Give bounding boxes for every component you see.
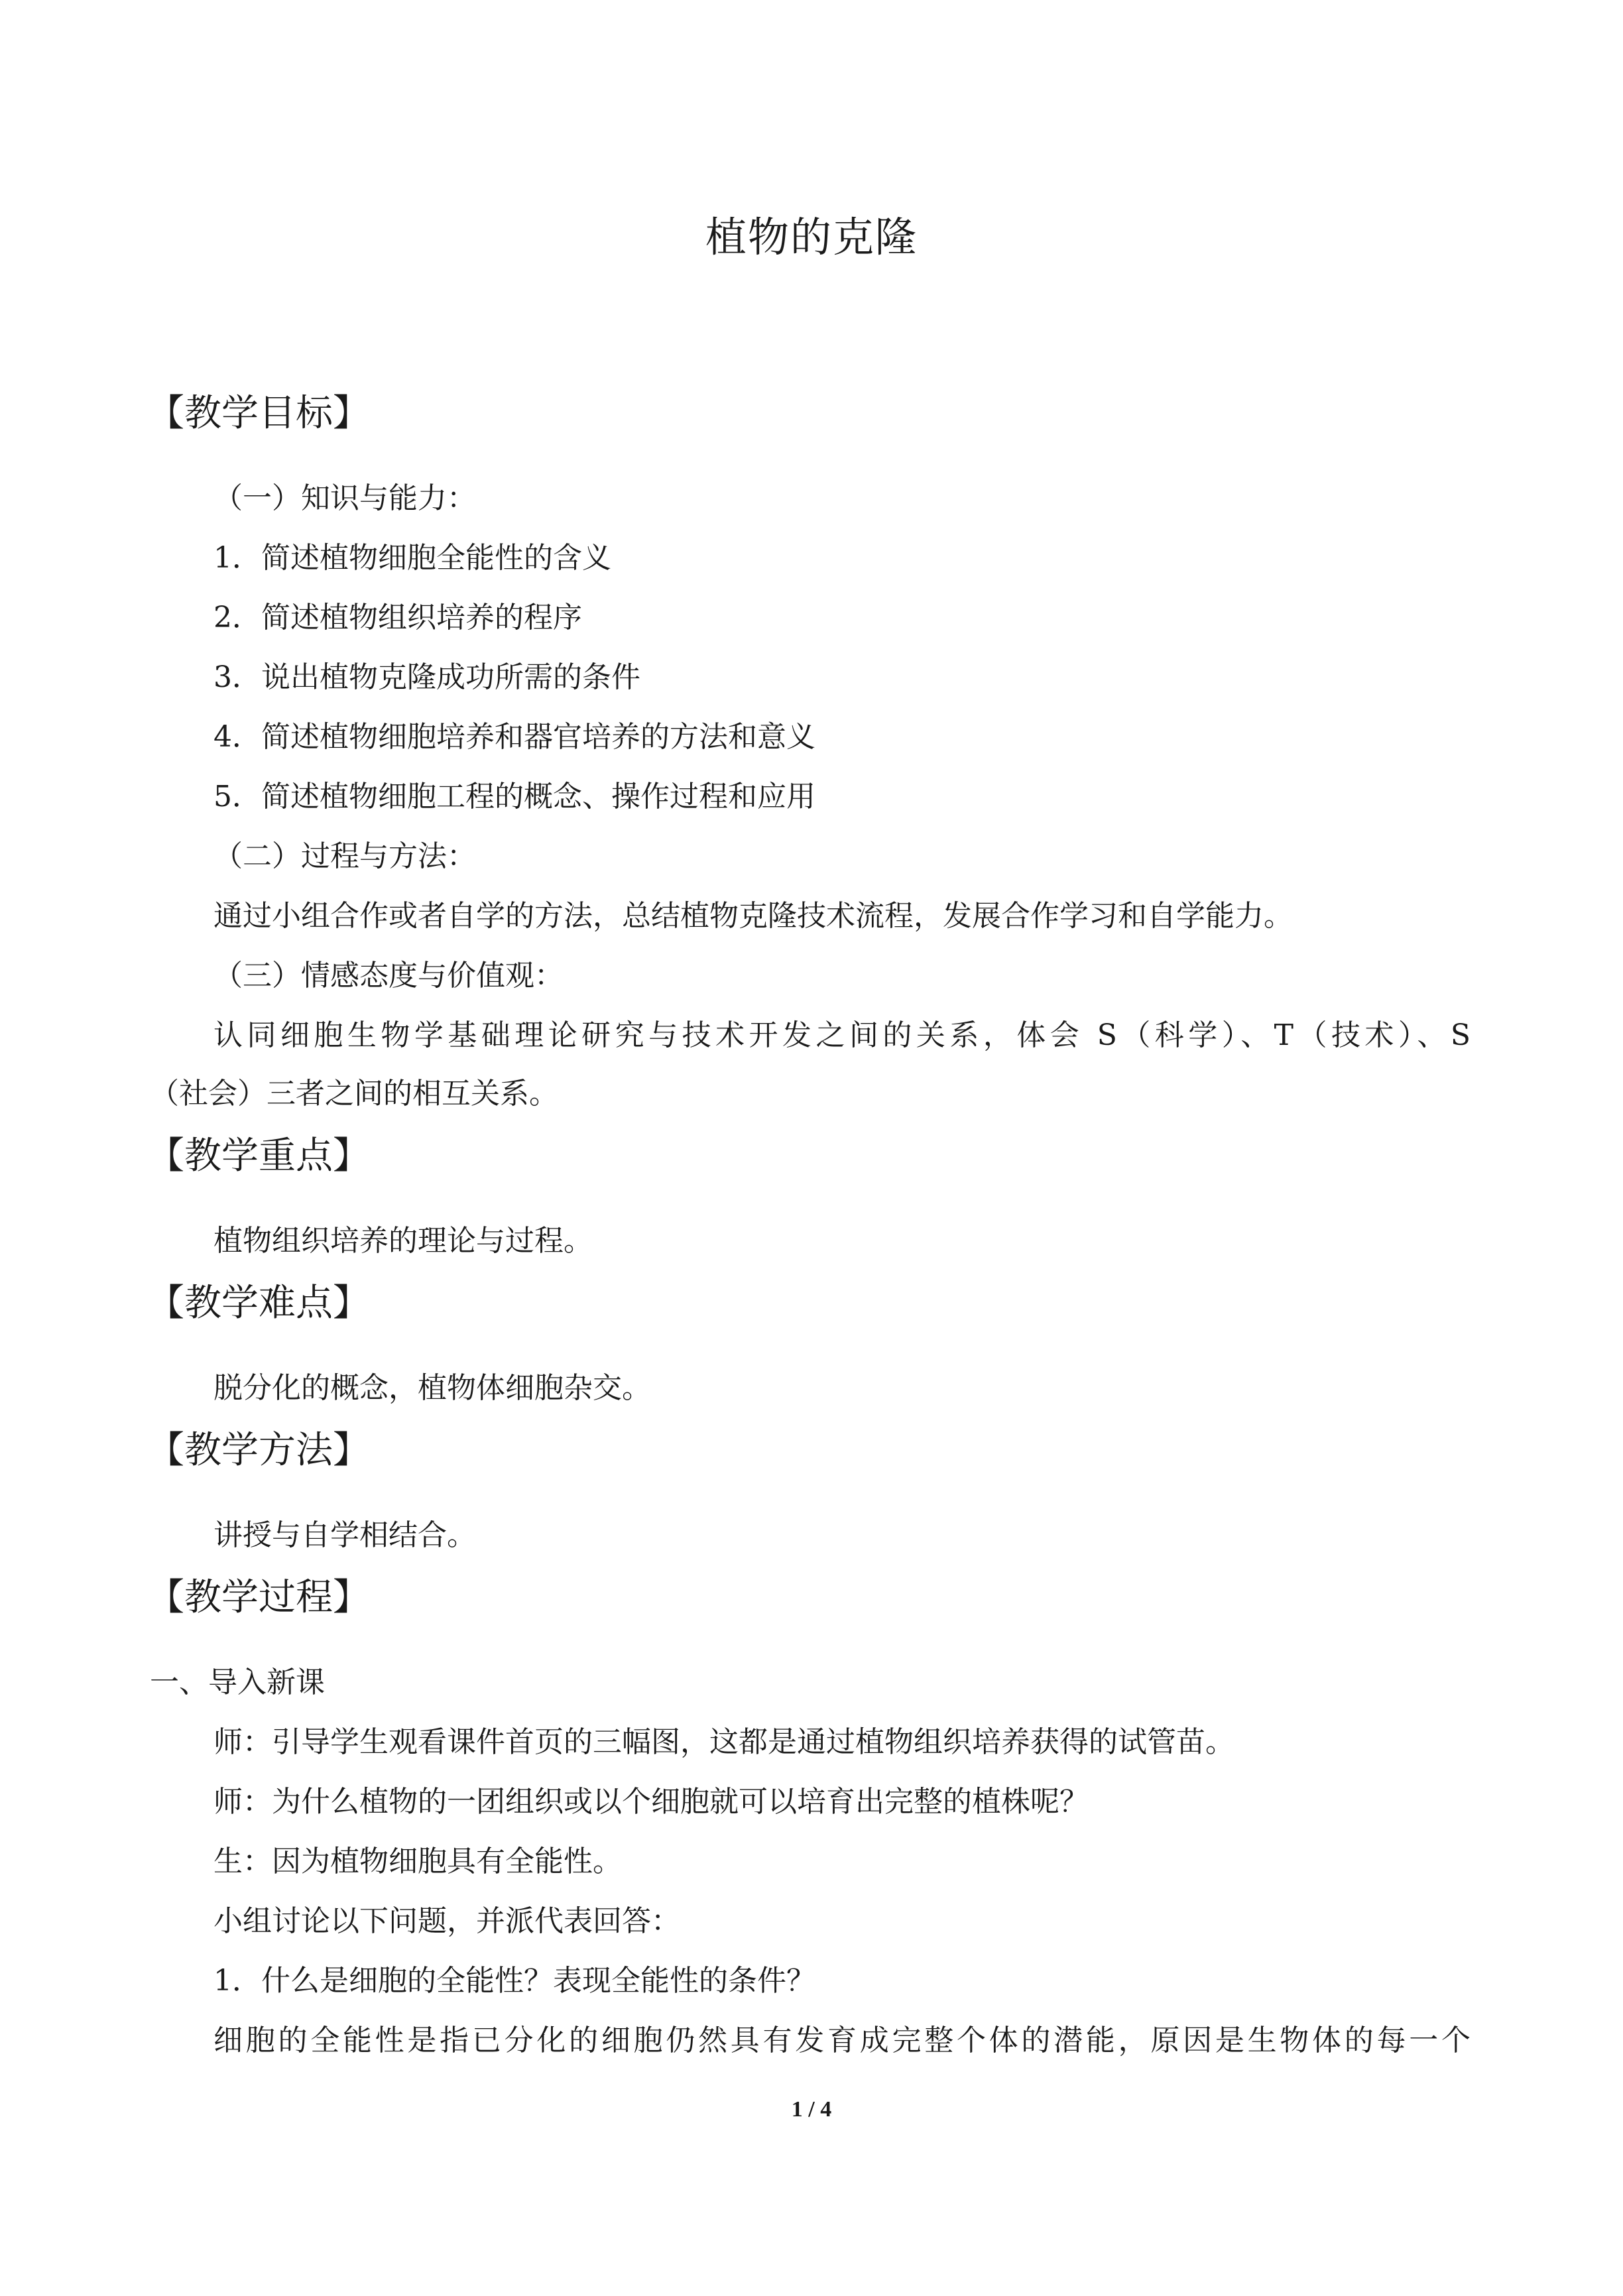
page-number: 1 / 4 [791,2097,832,2122]
subheading-values: （三）情感态度与价值观： [213,959,564,993]
objective-item-4: 4．简述植物细胞培养和器官培养的方法和意义 [213,720,815,754]
subheading-process-method: （二）过程与方法： [213,839,476,873]
process-line-1: 师：引导学生观看课件首页的三幅图，这都是通过植物组织培养获得的试管苗。 [213,1725,1234,1759]
section-heading-objectives: 【教学目标】 [147,392,370,435]
methods-text: 讲授与自学相结合。 [213,1518,476,1552]
values-text-line-2: （社会）三者之间的相互关系。 [150,1077,558,1111]
process-line-4: 小组讨论以下问题，并派代表回答： [213,1904,680,1938]
section-heading-methods: 【教学方法】 [147,1429,370,1472]
subheading-knowledge: （一）知识与能力： [213,481,476,515]
objective-item-5: 5．简述植物细胞工程的概念、操作过程和应用 [213,780,815,814]
section-heading-key-points: 【教学重点】 [147,1134,370,1178]
process-line-2: 师：为什么植物的一团组织或以个细胞就可以培育出完整的植株呢？ [213,1785,1089,1819]
process-line-5: 1．什么是细胞的全能性？表现全能性的条件？ [213,1964,815,1998]
process-method-text: 通过小组合作或者自学的方法，总结植物克隆技术流程，发展合作学习和自学能力。 [213,899,1293,933]
objective-item-1: 1．简述植物细胞全能性的含义 [213,541,611,575]
process-line-3: 生：因为植物细胞具有全能性。 [213,1844,622,1878]
key-points-text: 植物组织培养的理论与过程。 [213,1224,593,1258]
process-line-6: 细胞的全能性是指已分化的细胞仍然具有发育成完整个体的潜能，原因是生物体的每一个 [213,2024,1471,2057]
objective-item-2: 2．简述植物组织培养的程序 [213,601,582,634]
difficulties-text: 脱分化的概念，植物体细胞杂交。 [213,1371,651,1405]
objective-item-3: 3．说出植物克隆成功所需的条件 [213,660,640,694]
values-text-line-1: 认同细胞生物学基础理论研究与技术开发之间的关系，体会 S（科学）、T（技术）、S [213,1018,1471,1052]
process-part1-heading: 一、导入新课 [150,1665,325,1699]
section-heading-difficulties: 【教学难点】 [147,1282,370,1325]
document-title: 植物的克隆 [705,213,918,261]
section-heading-process: 【教学过程】 [147,1576,370,1619]
